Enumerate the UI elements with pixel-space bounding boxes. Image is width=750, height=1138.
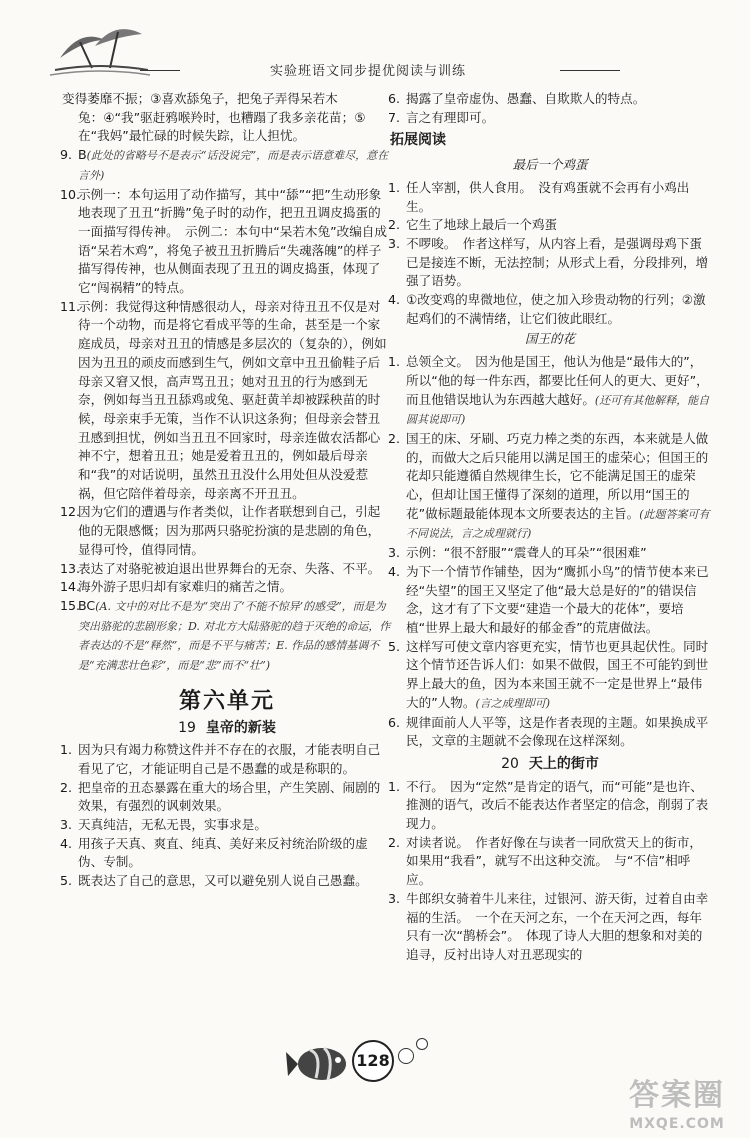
answer-item: [390, 890, 710, 965]
beach-umbrella-logo-icon: [50, 18, 150, 78]
answer-number: 7.: [388, 109, 401, 125]
answer-item: [390, 353, 710, 430]
answer-list-last-egg: [390, 179, 710, 329]
answer-number: 1.: [388, 179, 401, 195]
answer-text: 因为它们的遭遇与作者类似，让作者联想到自己，引起他的无限感慨；因为那两只骆驼扮演的是悲剧的角色，显得可怜，值得同情。: [78, 504, 381, 557]
answer-text: ①改变鸡的卑微地位，使之加入珍贵动物的行列；②激起鸡们的不满情绪，让它们彼此眼红。: [406, 292, 706, 326]
answer-item: [62, 578, 392, 597]
lesson-20-title: [390, 755, 710, 774]
watermark: 答案圈 MXQE.COM: [629, 1078, 725, 1132]
left-column: [62, 90, 392, 891]
fish-icon: [286, 1040, 356, 1088]
answer-text: 既表达了自己的意思，又可以避免别人说自己愚蠢。: [78, 873, 368, 889]
answer-item: [390, 291, 710, 328]
answer-note: (还可有其他解释，能自圆其说即可): [406, 393, 710, 427]
answer-item: [62, 872, 392, 891]
answer-text: 国王的床、牙刷、巧克力棒之类的东西，本来就是人做的，而做大之后只能用以满足国王的虚荣心；但国王的花却只能遵循自然规律生长，它不能满足国王的虚荣心，但却让国王懂得了深刻的道理，所以用“国王的花”做标题最能体现本文所要表达的主旨。: [406, 430, 709, 521]
answer-item: [390, 430, 710, 544]
answer-number: 10.: [60, 186, 81, 202]
answer-note: (此处的省略号不是表示“话没说完”，而是表示语意难尽，意在言外): [78, 149, 389, 182]
answer-item: [390, 544, 710, 563]
answer-number: 15.: [60, 597, 81, 613]
answer-item: [390, 778, 710, 834]
answer-list-kings-flower: [390, 353, 710, 751]
answer-item: [62, 835, 392, 872]
intro-line: 变得萎靡不振；③喜欢舔兔子，把兔子弄得呆若木: [62, 91, 338, 106]
answer-number: 3.: [388, 890, 401, 906]
answer-item: [390, 235, 710, 291]
answer-note: (A. 文中的对比不是为“突出了‘不能不惊异’的感受”，而是为突出骆驼的悲剧形象；D. 对北方大陆骆驼的趋于灭绝的命运，作者表达的不是“释然”，而是不平与痛苦；E. 作品的感情基调不是“充满悲壮色彩”，而是“悲”而不“壮”): [78, 599, 391, 673]
answer-text: 这样写可使文章内容更充实，情节也更具起伏性。同时这个情节还告诉人们：如果不做假，国王不可能钓到世界上最大的鱼，因为本来国王就不一定是世界上“最伟大的”人物。: [406, 638, 709, 710]
answer-number: 3.: [388, 235, 401, 251]
answer-item: [390, 714, 710, 751]
answer-text: B: [78, 147, 87, 163]
story-title-last-egg: 最后一个鸡蛋: [512, 157, 588, 173]
answer-number: 4.: [60, 835, 73, 851]
answer-text: 因为只有竭力称赞这件并不存在的衣服，才能表明自己看见了它，才能证明自己是不愚蠢的或是称职的。: [78, 742, 381, 776]
unit-title: 第六单元: [178, 687, 275, 714]
answer-number: 2.: [388, 834, 401, 850]
answer-item: [390, 109, 710, 128]
answer-item: [390, 563, 710, 638]
story-title-kings-flower: 国王的花: [524, 331, 575, 347]
intro-line: 在“我妈”最忙碌的时候失踪，让人担忧。: [78, 128, 306, 144]
answer-text: 不啰唆。 作者这样写，从内容上看，是强调母鸡下蛋已是接连不断，无法控制；从形式上看，分段排列，增强了语势。: [406, 235, 709, 289]
right-column: [390, 90, 710, 965]
lesson-number: 20: [501, 755, 519, 772]
answer-item: [390, 216, 710, 235]
answer-item: [62, 186, 392, 298]
answer-note: (言之成理即可): [475, 696, 551, 710]
answer-item: [390, 179, 710, 216]
intro-line: 兔：④“我”驱赶鸦喉羚时，也糟蹋了我多亲花苗；⑤: [78, 109, 366, 125]
answer-number: 2.: [388, 430, 401, 446]
answer-number: 5.: [60, 873, 73, 889]
header-title: 实验班语文同步提优阅读与训练: [269, 64, 466, 79]
answer-text: 把皇帝的丑态暴露在重大的场合里，产生笑剧、闹剧的效果，有强烈的讽刺效果。: [78, 779, 381, 814]
lesson-name: 皇帝的新装: [205, 719, 276, 736]
answer-list-lesson-19: [62, 741, 392, 891]
answer-item: [390, 834, 710, 890]
answer-item: [62, 741, 392, 778]
answer-text: 示例：“很不舒服”“震聋人的耳朵”“很困难”: [406, 545, 647, 561]
intro-continuation: [62, 90, 392, 146]
answer-number: 6.: [388, 91, 401, 106]
page-header: [0, 0, 750, 90]
section-title: 拓展阅读: [390, 132, 446, 149]
answer-item: [390, 90, 710, 109]
answer-number: 5.: [388, 638, 401, 654]
answer-number: 1.: [60, 742, 73, 758]
answer-number: 9.: [60, 147, 73, 163]
answer-text: 任人宰割，供人食用。 没有鸡蛋就不会再有小鸡出生。: [406, 179, 690, 214]
bubble-decoration: [416, 1038, 428, 1050]
lesson-19-title: [62, 719, 392, 738]
lesson-number: 19: [178, 719, 196, 736]
answer-number: 4.: [388, 563, 401, 579]
answer-list-lesson-20: [390, 778, 710, 965]
answer-item: [62, 816, 392, 835]
answer-text: BC: [78, 597, 96, 613]
answer-item: [390, 638, 710, 714]
answer-note: (此题答案可有不同说法，言之成理就行): [406, 507, 710, 541]
answer-number: 1.: [388, 354, 401, 370]
answer-item: [62, 597, 392, 676]
answer-text: 示例一：本句运用了动作描写，其中“舔”“把”生动形象地表现了丑丑“折腾”兔子时的动作，把丑丑调皮捣蛋的一面描写得传神。 示例二：本句中“呆若木兔”改编自成语“呆若木鸡”，将兔子被丑丑折腾后“失魂落魄”的样子描写得传神，也从侧面表现了丑丑的调皮捣蛋，体现了它“闯祸精”的特点。: [78, 186, 387, 296]
header-rule-right: [560, 70, 620, 71]
answer-list-unit5: [62, 146, 392, 676]
answer-text: 言之有理即可。: [406, 109, 495, 125]
answer-text: 它生了地球上最后一个鸡蛋: [406, 217, 558, 233]
lesson-name: 天上的街市: [528, 755, 599, 772]
answer-text: 用孩子天真、爽直、纯真、美好来反衬统治阶级的虚伪、专制。: [78, 835, 368, 870]
answer-text: 揭露了皇帝虚伪、愚蠢、自欺欺人的特点。: [406, 91, 646, 106]
answer-item: [62, 503, 392, 559]
answer-number: 14.: [60, 579, 81, 595]
answer-text: 示例：我觉得这种情感很动人，母亲对待丑丑不仅是对待一个动物，而是将它看成平等的生命，甚至是一个家庭成员，母亲对丑丑的情感是多层次的（复杂的），例如因为丑丑的顽皮而感到生气，例如文章中丑丑偷鞋子后母亲又窘又恨，高声骂丑丑；她对丑丑的行为感到无奈，例如每当丑丑舔鸡或兔、驱赶黄羊却被踩秧苗的时候，母亲束手无策，当作不认识这条狗；但母亲会替丑丑感到担忧，例如当丑丑不回家时，母亲连做农活都心神不宁，想着丑丑；她是爱着丑丑的，例如最后母亲和“我”的对话说明，虽然丑丑没什么用处但从没爱惹祸，但它陪伴着母亲，母亲离不开丑丑。: [78, 298, 387, 501]
bubble-decoration: [398, 1048, 414, 1064]
answer-number: 2.: [388, 217, 401, 233]
answer-number: 2.: [60, 779, 73, 795]
answer-text: 对读者说。 作者好像在与读者一同欣赏天上的街市，如果用“我看”，就写不出这种交流。 与“不信”相呼应。: [406, 834, 702, 888]
answer-text: 表达了对骆驼被迫退出世界舞台的无奈、失落、不平。: [78, 560, 381, 576]
answer-item: [62, 298, 392, 504]
answer-number: 1.: [388, 778, 401, 794]
answer-text: 不行。 因为“定然”是肯定的语气，而“可能”是也许、推测的语气，改后不能表达作者坚定的信念，削弱了表现力。: [406, 778, 709, 832]
answer-text: 规律面前人人平等，这是作者表现的主题。如果换成平民，文章的主题就不会像现在这样深刻。: [406, 714, 709, 749]
header-rule-left: [140, 70, 180, 71]
answer-text: 天真纯洁，无私无畏，实事求是。: [78, 817, 267, 833]
answer-number: 6.: [388, 714, 401, 730]
answer-number: 3.: [388, 545, 401, 561]
answer-text: 总领全文。 因为他是国王，他认为他是“最伟大的”，所以“他的每一件东西，都要比任何人的更大、更好”，而且他错误地认为东西越大越好。: [406, 354, 709, 407]
page-number: 128: [352, 1040, 394, 1082]
answer-number: 12.: [60, 504, 81, 520]
answer-item: [62, 779, 392, 816]
answer-text: 海外游子思归却有家难归的痛苦之情。: [78, 579, 293, 595]
answer-number: 13.: [60, 560, 81, 576]
answer-number: 4.: [388, 292, 401, 308]
answer-item: [62, 146, 392, 185]
answer-number: 3.: [60, 817, 73, 833]
answer-item: [62, 560, 392, 579]
answer-text: 牛郎织女骑着牛儿来往，过银河、游天街，过着自由幸福的生活。 一个在天河之东，一个在天河之西，每年只有一次“鹊桥会”。 体现了诗人大胆的想象和对美的追寻，反衬出诗人对丑恶现实的: [406, 890, 709, 962]
answer-list-continued: [390, 90, 710, 127]
answer-number: 11.: [60, 298, 81, 314]
answer-text: 为下一个情节作铺垫，因为“鹰抓小鸟”的情节使本来已经“失望”的国王又坚定了他“最大总是好的”的错误信念，这才有了下文要“建造一个最大的花体”，要培植“世界上最大和最好的郁金香”的荒唐做法。: [406, 563, 709, 635]
